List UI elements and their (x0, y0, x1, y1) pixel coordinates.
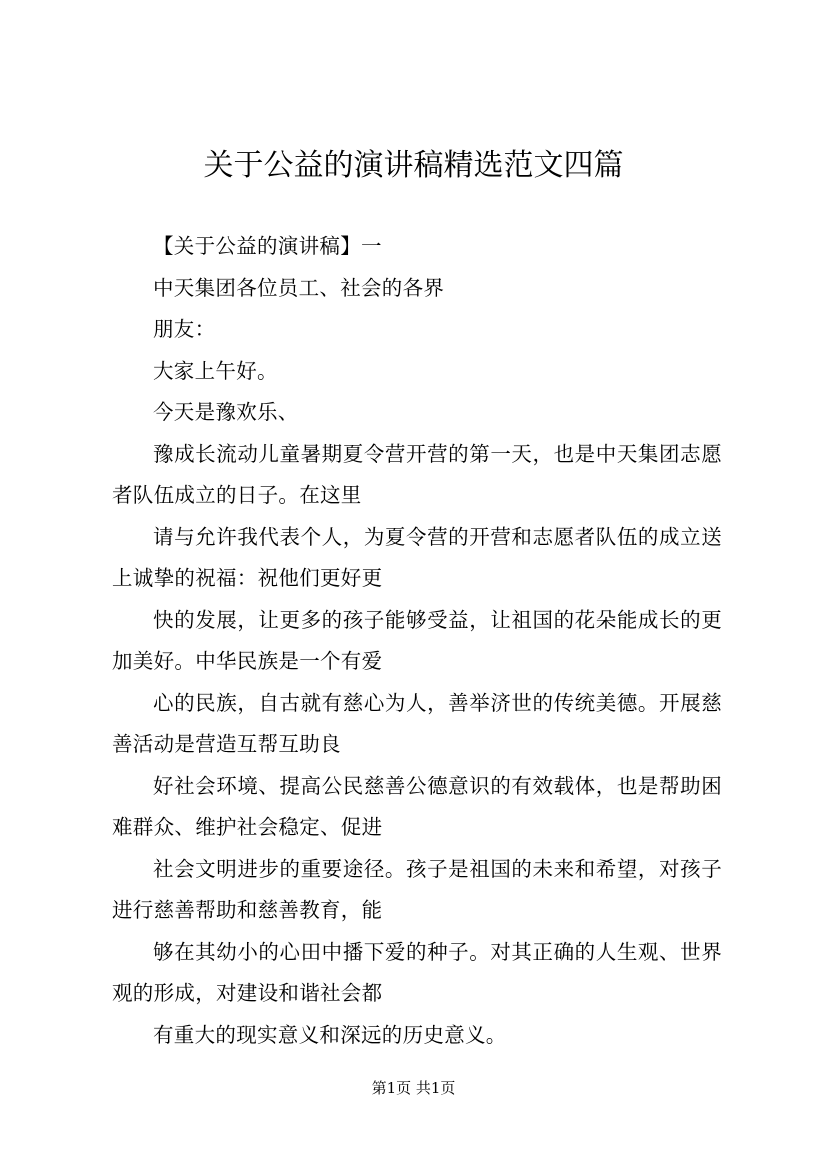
paragraph: 快的发展，让更多的孩子能够受益，让祖国的花朵能成长的更加美好。中华民族是一个有爱 (112, 607, 722, 673)
paragraph: 朋友： (153, 317, 216, 341)
document-body (112, 226, 722, 1056)
page-footer: 第1页 共1页 (371, 1079, 456, 1097)
paragraph: 今天是豫欢乐、 (153, 400, 299, 424)
paragraph: 大家上午好。 (153, 358, 278, 383)
paragraph: 【关于公益的演讲稿】一 (153, 234, 382, 258)
paragraph: 够在其幼小的心田中播下爱的种子。对其正确的人生观、世界观的形成，对建设和谐社会都 (112, 939, 722, 1005)
paragraph: 有重大的现实意义和深远的历史意义。 (153, 1022, 507, 1047)
paragraph: 豫成长流动儿童暑期夏令营开营的第一天，也是中天集团志愿者队伍成立的日子。在这里 (112, 441, 722, 507)
document-title: 关于公益的演讲稿精选范文四篇 (203, 148, 624, 183)
paragraph: 请与允许我代表个人，为夏令营的开营和志愿者队伍的成立送上诚挚的祝福：祝他们更好更 (112, 524, 722, 590)
paragraph: 心的民族，自古就有慈心为人，善举济世的传统美德。开展慈善活动是营造互帮互助良 (112, 690, 722, 756)
paragraph: 社会文明进步的重要途径。孩子是祖国的未来和希望，对孩子进行慈善帮助和慈善教育，能 (112, 856, 722, 922)
paragraph: 好社会环境、提高公民慈善公德意识的有效载体，也是帮助困难群众、维护社会稳定、促进 (112, 773, 722, 839)
paragraph: 中天集团各位员工、社会的各界 (153, 275, 445, 300)
